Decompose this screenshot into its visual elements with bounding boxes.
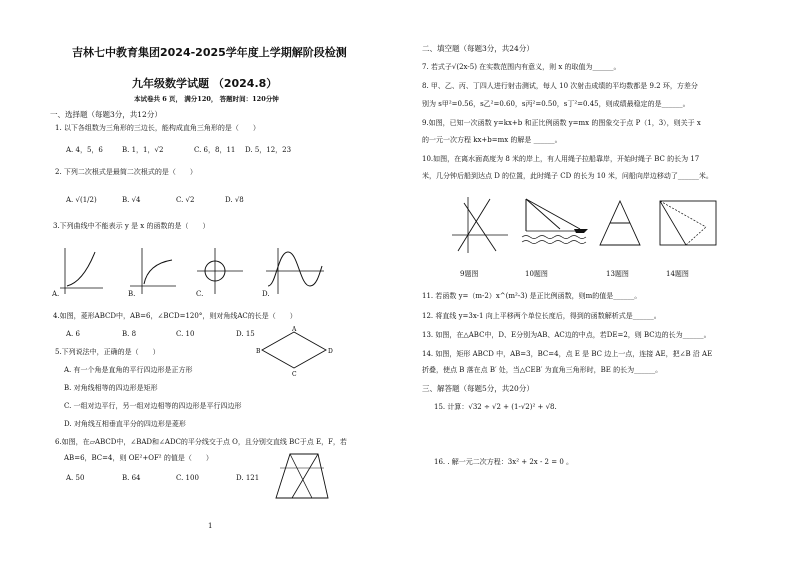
q2-option-c: C. √2 (176, 196, 195, 204)
question-1: 1. 以下各组数为三角形的三边长，能构成直角三角形的是（ ） (55, 124, 260, 132)
question-10-line-2: 米，几分钟后船到达点 D 的位置，此时绳子 CD 的长为 10 米，问船向岸边移动了______米。 (422, 172, 713, 180)
right-page (400, 0, 794, 561)
question-3: 3.下列曲线中不能表示 y 是 x 的函数的是（ ） (53, 222, 210, 230)
section-2-heading: 二、填空题（每题3分，共24分） (422, 44, 534, 53)
question-16: 16. . 解一元二次方程：3x² + 2x - 2 = 0 。 (434, 458, 573, 466)
fig-10-caption: 10题图 (525, 270, 548, 278)
exam-info: 本试卷共 6 页， 满分120， 答题时间：120分钟 (134, 95, 279, 103)
q6-option-a: A. 50 (66, 474, 85, 482)
exam-title: 吉林七中教育集团2024-2025学年度上学期解阶段检测 (72, 46, 347, 59)
q4-option-a: A. 6 (66, 330, 80, 338)
q3-option-d: D. (262, 290, 270, 298)
rhombus-label-b: B (256, 348, 261, 355)
q4-option-b: B. 8 (122, 330, 137, 338)
q5-option-b: B. 对角线相等的四边形是矩形 (64, 384, 158, 392)
q4-option-d: D. 15 (236, 330, 255, 338)
fig-9-caption: 9题图 (460, 270, 479, 278)
q1-option-b: B. 1，1，√2 (122, 146, 164, 154)
question-13: 13. 如图，在△ABC中，D、E分别为AB、AC边的中点，若DE=2，则 BC边的长为______。 (422, 331, 711, 339)
question-6-line-1: 6.如图，在▱ABCD中，∠BAD和∠ADC的平分线交于点 O，且分别交直线 BC于点 E，F，若 (55, 438, 347, 446)
question-10-line-1: 10.如图，在离水面高度为 8 米的岸上，有人用绳子拉船靠岸，开始时绳子 BC 的长为 17 (422, 155, 700, 163)
q2-option-d: D. √8 (225, 196, 244, 204)
fig-9-graph (450, 195, 510, 255)
rhombus-label-d: D (328, 348, 333, 355)
section-3-heading: 三、解答题（每题5分，共20分） (422, 384, 534, 393)
q2-option-a: A. √(1/2) (66, 196, 97, 204)
rhombus-label-a: A (292, 326, 297, 333)
q6-option-b: B. 64 (122, 474, 141, 482)
question-14-line-1: 14. 如图，矩形 ABCD 中，AB=3，BC=4，点 E 是 BC 边上一点，连接 AE，把∠B 沿 AE (422, 350, 713, 358)
q3-option-b: B. (128, 290, 136, 298)
q3-graph-b (128, 246, 178, 296)
fig-13-caption: 13题图 (606, 270, 629, 278)
q1-option-d: D. 5，12，23 (245, 146, 292, 154)
q3-graph-a (55, 246, 105, 296)
q5-option-c: C. 一组对边平行，另一组对边相等的四边形是平行四边形 (64, 402, 242, 410)
q6-parallelogram-figure (268, 450, 338, 506)
q5-option-a: A. 有一个角是直角的平行四边形是正方形 (64, 366, 193, 374)
q5-option-d: D. 对角线互相垂直平分的四边形是菱形 (64, 420, 186, 428)
question-2: 2. 下列二次根式是最简二次根式的是（ ） (55, 168, 197, 176)
q3-graph-d (264, 246, 326, 296)
fig-10-boat (518, 195, 590, 255)
rhombus-label-c: C (292, 371, 297, 378)
question-7: 7. 若式子√(2x-5) 在实数范围内有意义，则 x 的取值为______。 (422, 63, 621, 71)
q1-option-a: A. 4，5，6 (66, 146, 103, 154)
question-8-line-1: 8. 甲、乙、丙、丁四人进行射击测试，每人 10 次射击成绩的平均数都是 9.2 环，方差分 (422, 82, 698, 90)
q1-option-c: C. 6，8，11 (194, 146, 236, 154)
q6-option-d: D. 121 (236, 474, 260, 482)
question-6-line-2: AB=6，BC=4，则 OE²+OF² 的值是（ ） (64, 454, 213, 462)
q2-option-b: B. √4 (122, 196, 141, 204)
q3-option-a: A. (52, 290, 60, 298)
question-14-line-2: 折叠，使点 B 落在点 B′ 处，当△CEB′ 为直角三角形时，BE 的长为______。 (422, 366, 663, 374)
q3-option-c: C. (196, 290, 204, 298)
q4-rhombus-figure (256, 328, 336, 378)
exam-subtitle: 九年级数学试题 （2024.8） (132, 77, 278, 90)
question-9-line-2: 的一元一次方程 kx+b=mx 的解是 ______。 (422, 136, 562, 144)
question-8-line-2: 别为 s甲²=0.56，s乙²=0.60，s丙²=0.50，s丁²=0.45，则成绩最稳定的是______。 (422, 100, 690, 108)
question-12: 12. 将直线 y=3x-1 向上平移两个单位长度后，得到的函数解析式是______。 (422, 312, 661, 320)
fig-14-rectangle (656, 197, 720, 253)
question-5: 5.下列说法中，正确的是（ ） (55, 348, 160, 356)
question-9-line-1: 9.如图，已知一次函数 y=kx+b 和正比例函数 y=mx 的图象交于点 P（1，3），则关于 x (422, 119, 701, 127)
question-4: 4.如图，菱形ABCD中，AB=6，∠BCD=120°，则对角线AC的长是（ ） (53, 312, 297, 320)
page-number: 1 (208, 522, 213, 530)
q4-option-c: C. 10 (176, 330, 195, 338)
question-11: 11. 若函数 y=（m-2）x^(m²-3) 是正比例函数，则m的值是______。 (422, 292, 642, 300)
section-1-heading: 一、选择题（每题3分，共12分） (50, 110, 162, 119)
fig-13-triangle (596, 197, 646, 253)
question-15: 15. 计算：√32 ÷ √2 + (1-√2)² + √8. (434, 403, 557, 411)
q3-graph-c (195, 246, 245, 296)
fig-14-caption: 14题图 (666, 270, 689, 278)
q6-option-c: C. 100 (176, 474, 199, 482)
